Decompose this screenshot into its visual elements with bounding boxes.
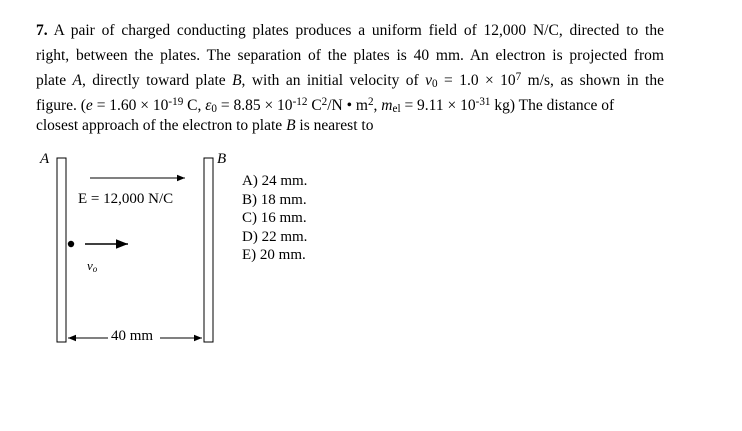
velocity-label: $v_o$ <box>87 258 98 274</box>
choice-b[interactable]: B) 18 mm. <box>242 191 307 208</box>
field-label: E = 12,000 N/C <box>78 191 174 207</box>
plate-a-label: A <box>40 151 50 167</box>
figure-drawing <box>30 146 230 356</box>
question-text <box>36 18 664 118</box>
question-line-1: A pair of charged conducting plates produces a uniform field of 12,000 N/C, directed to the <box>53 22 664 39</box>
question-number: 7. <box>36 22 48 39</box>
choice-a[interactable]: A) 24 mm. <box>242 173 308 189</box>
question-closing: closest approach of the electron to plate B is nearest to <box>36 117 374 134</box>
plate-a <box>57 158 66 342</box>
question-line-4: figure. ($e = 1.60 \times 10^{-19}$ C, $\varepsilon_0 = 8.85 \times 10^{-12}$ $C^2/N$ • $m^2$, $m_{el} = 9.11 \times 10^{-31}$ kg) The distance of <box>36 95 615 116</box>
answer-choices <box>242 172 307 265</box>
plate-b <box>204 158 213 342</box>
question-line-3: plate A, directly toward plate B, with an initial velocity of $v_0 = 1.0 \times 10^7$ m/s, as shown in the <box>36 70 664 91</box>
question-line-2: right, between the plates. The separation of the plates is 40 mm. An electron is projected from <box>36 47 664 64</box>
choice-c[interactable]: C) 16 mm. <box>242 210 307 226</box>
plates-figure <box>30 146 230 356</box>
electron-dot <box>68 241 74 247</box>
choice-e[interactable]: E) 20 mm. <box>242 247 306 263</box>
separation-label: 40 mm <box>111 328 154 344</box>
plate-b-label: B <box>217 151 227 167</box>
choice-d[interactable]: D) 22 mm. <box>242 228 308 245</box>
